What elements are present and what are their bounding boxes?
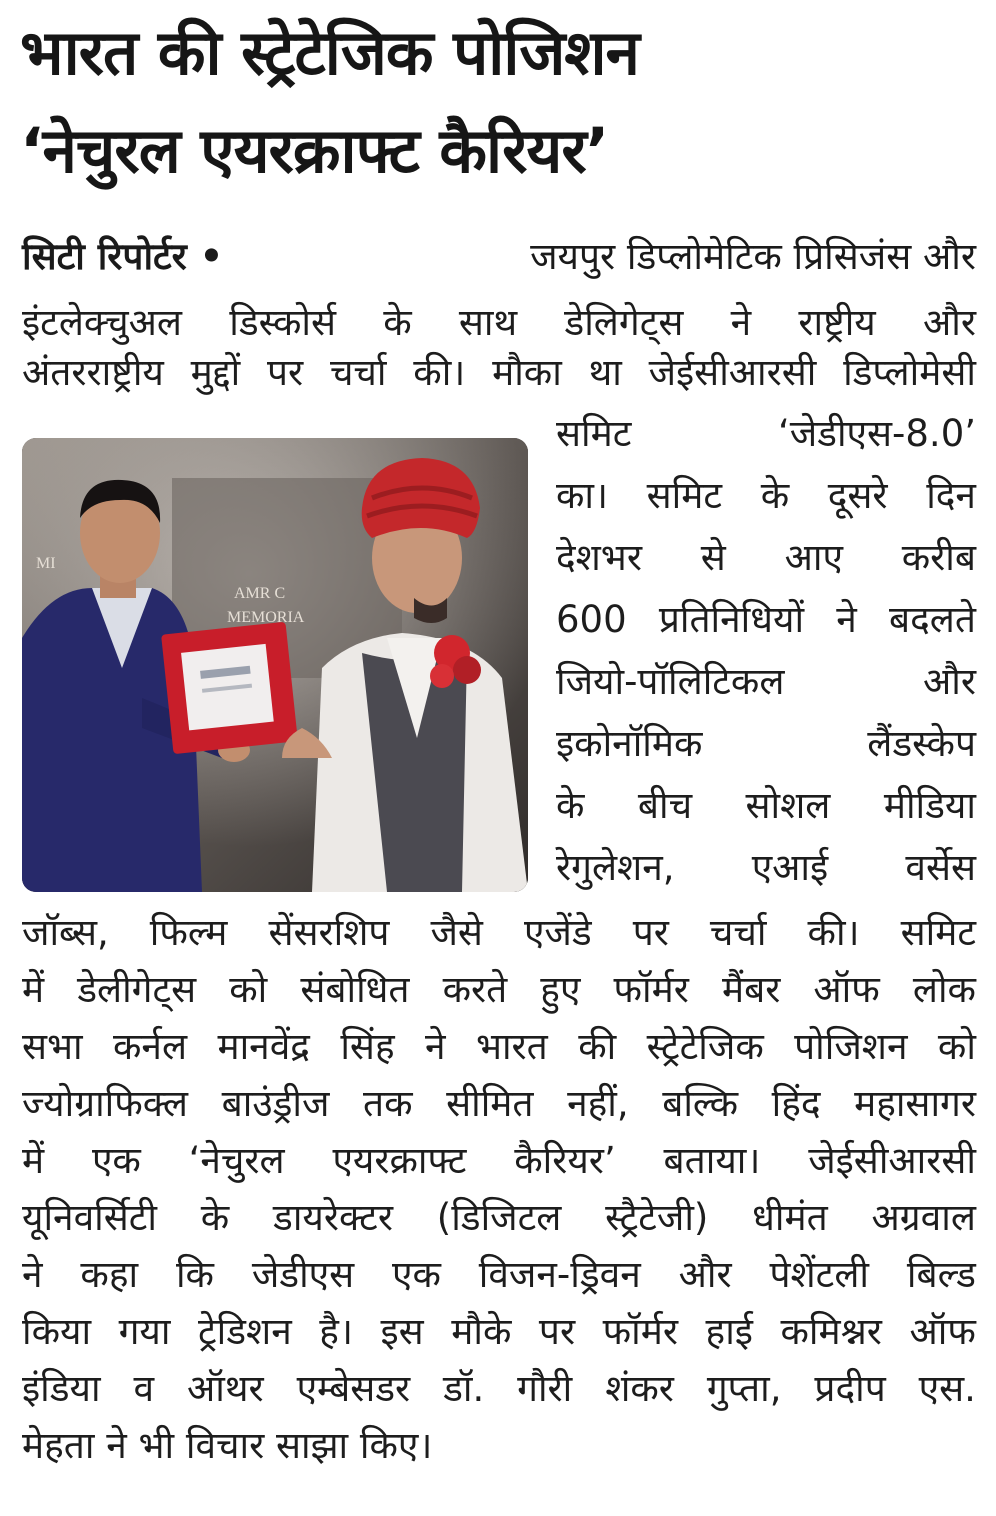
backdrop-text-1: AMR C	[234, 585, 286, 602]
word: ऑथर	[187, 1367, 264, 1410]
word: चर्चा	[709, 911, 767, 954]
word: पर	[632, 911, 669, 954]
word: राष्ट्रीय	[798, 301, 876, 344]
word: फॉर्मर	[613, 968, 689, 1011]
word: जेईसीआरसी	[648, 351, 817, 394]
word: का।	[556, 474, 609, 517]
word: जियो-पॉलिटिकल	[556, 660, 785, 703]
word: ने	[22, 1253, 43, 1296]
word: डायरेक्टर	[273, 1196, 393, 1239]
word: किया	[22, 1310, 92, 1353]
word: स्ट्रैटेजी)	[605, 1196, 709, 1239]
word: सभा	[22, 1025, 83, 1068]
word: कैरियर’	[514, 1139, 616, 1182]
backdrop-text-3: MI	[36, 555, 56, 572]
word: सोशल	[745, 784, 831, 827]
word: और	[678, 1253, 732, 1296]
word: भारत	[475, 1025, 548, 1068]
word: कमिश्नर	[780, 1310, 882, 1353]
word: ‘नेचुरल	[188, 1139, 285, 1182]
word: मुद्दों	[190, 351, 241, 394]
word: इस	[380, 1310, 424, 1353]
word: प्रदीप	[814, 1367, 886, 1410]
word: पेशेंटली	[769, 1253, 869, 1296]
word: इंटलेक्चुअल	[22, 301, 182, 344]
word: एक	[392, 1253, 441, 1296]
word: की।	[413, 351, 466, 394]
word: मैंबर	[721, 968, 781, 1011]
word: की।	[807, 911, 860, 954]
article-side-line-4	[556, 598, 976, 641]
word: को	[937, 1025, 976, 1068]
word: चर्चा	[329, 351, 387, 394]
article-side-line-2	[556, 474, 976, 517]
article-line-bottom-10: मेहता ने भी विचार साझा किए।	[22, 1424, 433, 1467]
word: डिप्लोमेसी	[843, 351, 976, 394]
word: एक	[91, 1139, 141, 1182]
word: हाई	[705, 1310, 753, 1353]
word: एजेंडे	[523, 911, 592, 954]
word: गया	[118, 1310, 171, 1353]
word: एयरक्राफ्ट	[332, 1139, 467, 1182]
article-line-bottom-7	[22, 1253, 976, 1296]
word: अंतरराष्ट्रीय	[22, 351, 164, 394]
word: जेडीएस	[251, 1253, 355, 1296]
word: मौका	[492, 351, 562, 394]
word: दिन	[926, 474, 976, 517]
word: था	[588, 351, 622, 394]
word: ने	[836, 598, 857, 641]
word: कहा	[80, 1253, 139, 1296]
word: के	[760, 474, 790, 517]
word: धीमंत	[752, 1196, 828, 1239]
word: बीच	[637, 784, 693, 827]
word: गुप्ता,	[706, 1367, 782, 1410]
word: डेलिगेट्स	[564, 301, 684, 344]
word: विजन-ड्रिवन	[478, 1253, 641, 1296]
byline-lead: जयपुर डिप्लोमेटिक प्रिसिजंस और	[530, 235, 976, 278]
word: फॉर्मर	[602, 1310, 678, 1353]
word: महासागर	[854, 1082, 976, 1125]
article-line-bottom-5	[22, 1139, 976, 1182]
word: करीब	[901, 536, 976, 579]
word: एआई	[751, 846, 829, 889]
article-line-bottom-4	[22, 1082, 976, 1125]
word: वर्सेस	[905, 846, 976, 889]
word: शंकर	[605, 1367, 674, 1410]
word: जैसे	[430, 911, 483, 954]
word: डिस्कोर्स	[229, 301, 337, 344]
word: के	[383, 301, 412, 344]
word: समिट	[556, 412, 632, 455]
word: ने	[425, 1025, 446, 1068]
word: हुए	[540, 968, 581, 1011]
article-side-line-1	[556, 412, 976, 455]
word: की	[578, 1025, 617, 1068]
word: और	[923, 660, 976, 703]
backdrop-text-2: MEMORIA	[227, 609, 305, 626]
word: में	[22, 1139, 45, 1182]
word: जेईसीआरसी	[808, 1139, 976, 1182]
word: मानवेंद्र	[217, 1025, 310, 1068]
word: मीडिया	[883, 784, 976, 827]
word: बदलते	[889, 598, 976, 641]
word: एम्बेसडर	[296, 1367, 411, 1410]
word: सेंसरशिप	[268, 911, 390, 954]
word: ट्रेडिशन	[198, 1310, 292, 1353]
word: समिट	[900, 911, 976, 954]
headline-line-2: ‘नेचुरल एयरक्राफ्ट कैरियर’	[20, 114, 609, 187]
word: पर	[538, 1310, 576, 1353]
word: जॉब्स,	[22, 911, 109, 954]
word: बाउंड्रीज	[221, 1082, 330, 1125]
news-photo	[22, 438, 528, 892]
word: मौके	[451, 1310, 512, 1353]
word: बताया।	[663, 1139, 761, 1182]
word: पोजिशन	[794, 1025, 908, 1068]
word: में	[22, 968, 45, 1011]
word: दूसरे	[827, 474, 888, 517]
byline-reporter: सिटी रिपोर्टर •	[22, 235, 224, 278]
word: ‘जेडीएस-8.0’	[777, 412, 976, 455]
word: समिट	[646, 474, 723, 517]
word: साथ	[458, 301, 518, 344]
word: ऑफ	[909, 1310, 976, 1353]
word: करते	[442, 968, 508, 1011]
word: एस.	[918, 1367, 976, 1410]
word: डॉ.	[443, 1367, 485, 1410]
article-line-bottom-6	[22, 1196, 976, 1239]
article-side-line-7	[556, 784, 976, 827]
word: कर्नल	[113, 1025, 188, 1068]
word: कि	[175, 1253, 214, 1296]
article-line-bottom-9	[22, 1367, 976, 1410]
article-line-bottom-1	[22, 911, 976, 954]
word: और	[923, 301, 976, 344]
word: यूनिवर्सिटी	[22, 1196, 157, 1239]
word: रेगुलेशन,	[556, 846, 675, 889]
article-side-line-3	[556, 536, 976, 579]
word: देशभर	[556, 536, 642, 579]
article-line-bottom-2	[22, 968, 976, 1011]
word: (डिजिटल	[436, 1196, 562, 1239]
word: बल्कि	[662, 1082, 739, 1125]
word: संबोधित	[300, 968, 410, 1011]
word: ऑफ	[813, 968, 880, 1011]
word: इंडिया	[22, 1367, 101, 1410]
word: के	[556, 784, 585, 827]
article-line-bottom-8	[22, 1310, 976, 1353]
word: आए	[784, 536, 843, 579]
article-side-line-6	[556, 722, 976, 765]
word: स्ट्रेटेजिक	[646, 1025, 764, 1068]
word: डेलीगेट्स	[77, 968, 197, 1011]
word: लोक	[912, 968, 976, 1011]
word: है।	[319, 1310, 353, 1353]
article-line-bottom-3	[22, 1025, 976, 1068]
word: पर	[267, 351, 304, 394]
word: सिंह	[340, 1025, 395, 1068]
word: तक	[363, 1082, 413, 1125]
word: हिंद	[771, 1082, 821, 1125]
word: के	[200, 1196, 230, 1239]
article-line-top-2	[22, 351, 976, 394]
word: प्रतिनिधियों	[658, 598, 805, 641]
article-side-line-5	[556, 660, 976, 703]
headline-line-1: भारत की स्ट्रेटेजिक पोजिशन	[20, 16, 639, 89]
word: अग्रवाल	[871, 1196, 976, 1239]
word: बिल्ड	[906, 1253, 976, 1296]
word: से	[700, 536, 726, 579]
award-plaque	[161, 622, 298, 754]
word: 600	[556, 598, 627, 641]
word: ने	[730, 301, 752, 344]
word: सीमित	[446, 1082, 534, 1125]
word: व	[133, 1367, 155, 1410]
byline	[22, 235, 976, 278]
word: इकोनॉमिक	[556, 722, 703, 765]
word: गौरी	[517, 1367, 573, 1410]
word: ज्योग्राफिक्ल	[22, 1082, 189, 1125]
article-line-top-1	[22, 301, 976, 344]
word: फिल्म	[149, 911, 228, 954]
word: नहीं,	[567, 1082, 629, 1125]
word: को	[229, 968, 268, 1011]
word: लैंडस्केप	[867, 722, 976, 765]
article-side-line-8	[556, 846, 976, 889]
